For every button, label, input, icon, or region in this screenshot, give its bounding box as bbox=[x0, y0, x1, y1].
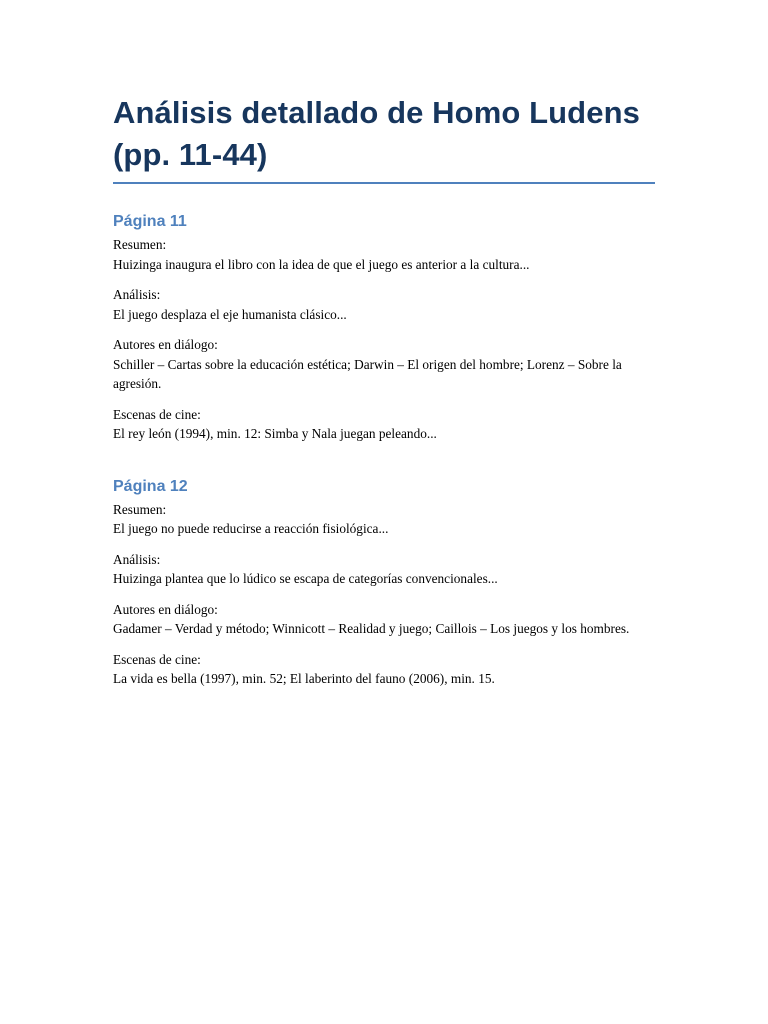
analisis-text: Huizinga plantea que lo lúdico se escapa de categorías convencionales... bbox=[113, 571, 498, 586]
cine-label: Escenas de cine: bbox=[113, 406, 201, 422]
analisis-block bbox=[113, 550, 655, 589]
autores-text: Schiller – Cartas sobre la educación estética; Darwin – El origen del hombre; Lorenz – Sobre la agresión. bbox=[113, 356, 622, 391]
cine-text: La vida es bella (1997), min. 52; El laberinto del fauno (2006), min. 15. bbox=[113, 671, 495, 686]
section-heading: Página 11 bbox=[113, 213, 187, 230]
autores-label: Autores en diálogo: bbox=[113, 337, 218, 352]
autores-text: Gadamer – Verdad y método; Winnicott – Realidad y juego; Caillois – Los juegos y los hombres. bbox=[113, 621, 630, 636]
cine-label: Escenas de cine: bbox=[113, 651, 201, 667]
section-heading: Página 12 bbox=[113, 477, 188, 495]
document-title: Análisis detallado de Homo Ludens (pp. 11-44) bbox=[113, 92, 655, 184]
resumen-text: El juego no puede reducirse a reacción fisiológica... bbox=[113, 521, 389, 536]
cine-text: El rey león (1994), min. 12: Simba y Nala juegan peleando... bbox=[113, 426, 437, 441]
resumen-block bbox=[113, 235, 655, 274]
analisis-text: El juego desplaza el eje humanista clásico... bbox=[113, 306, 347, 322]
autores-block bbox=[113, 335, 655, 394]
resumen-text: Huizinga inaugura el libro con la idea de que el juego es anterior a la cultura... bbox=[113, 256, 530, 272]
resumen-block bbox=[113, 500, 655, 539]
page-section bbox=[113, 212, 655, 444]
analisis-label: Análisis: bbox=[113, 551, 161, 567]
autores-label: Autores en diálogo: bbox=[113, 601, 218, 617]
autores-block bbox=[113, 600, 655, 639]
cine-block bbox=[113, 650, 655, 689]
analisis-block bbox=[113, 285, 655, 324]
resumen-label: Resumen: bbox=[113, 501, 167, 517]
page-section bbox=[113, 477, 655, 689]
cine-block bbox=[113, 405, 655, 444]
analisis-label: Análisis: bbox=[113, 287, 161, 302]
resumen-label: Resumen: bbox=[113, 237, 167, 252]
document-page bbox=[113, 92, 655, 700]
